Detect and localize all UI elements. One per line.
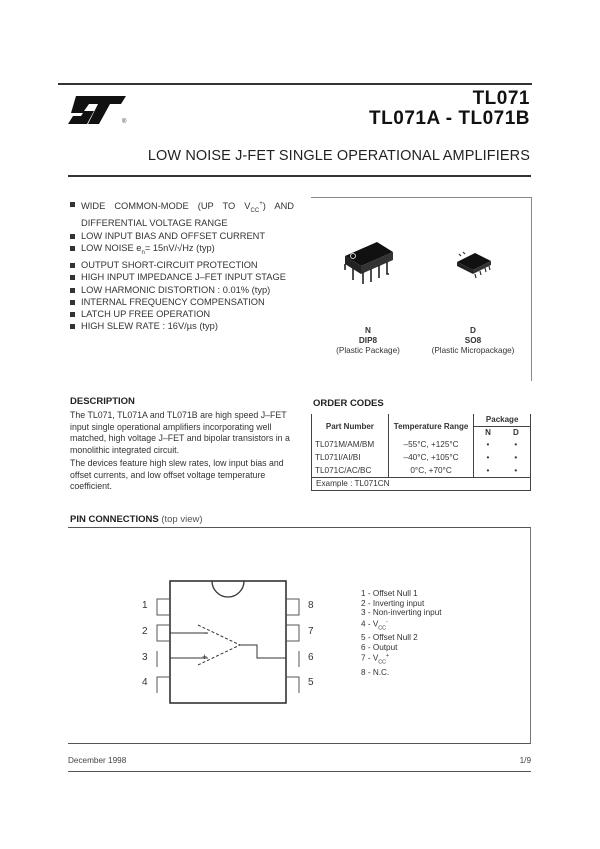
package-name: SO8 — [464, 336, 482, 345]
pinout-diagram — [130, 575, 330, 710]
text: WIDE COMMON-MODE (UP TO V — [81, 201, 251, 212]
pin-connections-note: (top view) — [161, 514, 203, 525]
package-code: D — [470, 326, 476, 335]
title-line-2: TL071A - TL071B — [369, 108, 530, 129]
order-example: Example : TL071CN — [312, 477, 531, 490]
package-box — [311, 197, 532, 381]
pin-legend-item — [361, 652, 442, 668]
package-n-cell: • — [486, 453, 490, 462]
col-part-number: Part Number — [312, 414, 389, 438]
order-code-row — [312, 451, 531, 464]
description-paragraph: The devices feature high slew rates, low input bias and offset currents, and low offset voltage temperature coefficient. — [70, 458, 284, 491]
part-number-cell: TL071M/AM/BM — [312, 438, 389, 451]
pin-connections-title: PIN CONNECTIONS — [70, 514, 159, 525]
ic-body — [170, 581, 286, 703]
footer-page-number: 1/9 — [519, 756, 531, 765]
bullet-icon — [70, 246, 75, 251]
dip8-package-image — [341, 236, 399, 293]
subscript: CC — [378, 659, 386, 666]
description-heading: DESCRIPTION — [70, 396, 135, 407]
package-d-cell: • — [502, 451, 531, 464]
superscript: - — [386, 618, 388, 625]
text: 4 - V — [361, 619, 379, 629]
pin-legend-item — [361, 643, 442, 653]
text: HIGH INPUT IMPEDANCE J–FET INPUT STAGE — [81, 272, 286, 283]
temperature-cell: 0°C, +70°C — [388, 464, 474, 477]
subscript: n — [141, 249, 145, 256]
package-n-cell: • — [486, 440, 490, 449]
features-list — [70, 198, 294, 333]
text: LOW NOISE e — [81, 242, 142, 253]
feature-item — [70, 230, 294, 242]
text: 7 - V — [361, 654, 379, 664]
bullet-icon — [70, 288, 75, 293]
package-name: DIP8 — [358, 336, 378, 345]
footer-date: December 1998 — [68, 756, 127, 765]
text: LATCH UP FREE OPERATION — [81, 309, 211, 320]
package-code: N — [365, 326, 371, 335]
col-package: Package — [474, 414, 531, 426]
package-d-cell: • — [502, 438, 531, 451]
text: OUTPUT SHORT-CIRCUIT PROTECTION — [81, 260, 258, 270]
package-label-n — [323, 326, 413, 356]
package-d-cell: • — [502, 464, 531, 477]
part-number-cell: TL071I/AI/BI — [312, 451, 389, 464]
pin-label-6: 6 — [308, 652, 314, 663]
bullet-icon — [70, 202, 75, 207]
pin-label-7: 7 — [308, 626, 314, 637]
subtitle: LOW NOISE J-FET SINGLE OPERATIONAL AMPLIFIERS — [147, 148, 530, 164]
so8-package-image — [455, 250, 495, 285]
pin-2-lead — [157, 625, 170, 641]
col-package-n: N — [485, 427, 491, 437]
feature-item — [70, 308, 294, 320]
temperature-cell: –40°C, +105°C — [388, 451, 474, 464]
bullet-icon — [70, 324, 75, 329]
part-number-cell: TL071C/AC/BC — [312, 464, 389, 477]
bullet-icon — [70, 300, 75, 305]
opamp-minus: - — [204, 628, 207, 638]
col-package-d: D — [502, 426, 531, 438]
feature-item — [70, 284, 294, 296]
text: 2 - Inverting input — [361, 598, 425, 608]
pin-label-5: 5 — [308, 677, 314, 688]
bullet-icon — [70, 312, 75, 317]
text: HIGH SLEW RATE : 16V/µs (typ) — [81, 321, 218, 332]
pin-7-lead — [286, 625, 299, 641]
opamp-plus: + — [202, 652, 208, 662]
subscript: CC — [378, 624, 386, 631]
feature-item — [70, 242, 294, 259]
text: INTERNAL FREQUENCY COMPENSATION — [81, 296, 265, 307]
pin-label-3: 3 — [142, 652, 148, 663]
feature-item — [70, 198, 294, 230]
pin-4-lead — [157, 677, 170, 693]
pin1-notch — [212, 581, 244, 597]
pin-label-8: 8 — [308, 600, 314, 611]
pin-legend-item — [361, 618, 442, 634]
superscript: + — [386, 653, 390, 660]
text: LOW INPUT BIAS AND OFFSET CURRENT — [81, 230, 266, 241]
pin-legend-item — [361, 633, 442, 643]
title-line-1: TL071 — [472, 88, 530, 109]
st-logo — [66, 94, 126, 128]
text-tail: = 15nV/√Hz (typ) — [144, 242, 215, 253]
text: 8 - N.C. — [361, 668, 390, 678]
registered-mark: ® — [122, 119, 127, 125]
output-wire — [240, 645, 286, 658]
text: LOW HARMONIC DISTORTION : 0.01% (typ) — [81, 284, 271, 295]
text: 6 - Output — [361, 642, 398, 652]
superscript: + — [259, 201, 263, 207]
pin-8-lead — [286, 599, 299, 615]
feature-item — [70, 296, 294, 308]
footer-rule — [68, 771, 531, 772]
subtitle-rule — [68, 175, 531, 177]
package-label-d — [423, 326, 523, 356]
bullet-icon — [70, 234, 75, 239]
pin-legend-item — [361, 589, 442, 599]
pin-legend-item — [361, 608, 442, 618]
text: 3 - Non-inverting input — [361, 608, 442, 617]
package-desc: (Plastic Package) — [336, 346, 400, 355]
package-desc: (Plastic Micropackage) — [431, 346, 515, 355]
package-n-cell: • — [486, 465, 490, 475]
order-code-row — [312, 438, 531, 451]
top-rule — [58, 83, 532, 85]
subscript: CC — [250, 207, 260, 214]
description-body — [70, 410, 294, 495]
pin-1-lead — [157, 599, 170, 615]
feature-item — [70, 271, 294, 283]
bullet-icon — [70, 275, 75, 280]
pin-legend-item — [361, 668, 442, 678]
text: 1 - Offset Null 1 — [361, 589, 418, 598]
text: 5 - Offset Null 2 — [361, 633, 418, 643]
col-temperature-range: Temperature Range — [388, 414, 474, 438]
order-code-row — [312, 464, 531, 477]
pin-legend-item — [361, 599, 442, 609]
feature-item — [70, 320, 294, 332]
pin-5-lead — [286, 677, 299, 693]
pin-label-2: 2 — [142, 626, 148, 637]
description-paragraph: The TL071, TL071A and TL071B are high speed J–FET input single operational amplifiers incorporating well matched, high voltage J–FET and bipolar transistors in a monolithic integrated circuit. — [70, 410, 290, 455]
order-codes-heading: ORDER CODES — [313, 398, 384, 409]
text-tail: ) AND DIFFERENTIAL VOLTAGE RANGE — [81, 201, 295, 229]
bullet-icon — [70, 263, 75, 268]
pin-label-1: 1 — [142, 600, 148, 611]
pin-label-4: 4 — [142, 677, 148, 688]
pin-legend — [361, 589, 442, 678]
temperature-cell: –55°C, +125°C — [388, 438, 474, 451]
feature-item — [70, 259, 294, 271]
order-codes-table — [311, 414, 531, 491]
pin-connections-heading — [70, 514, 203, 525]
